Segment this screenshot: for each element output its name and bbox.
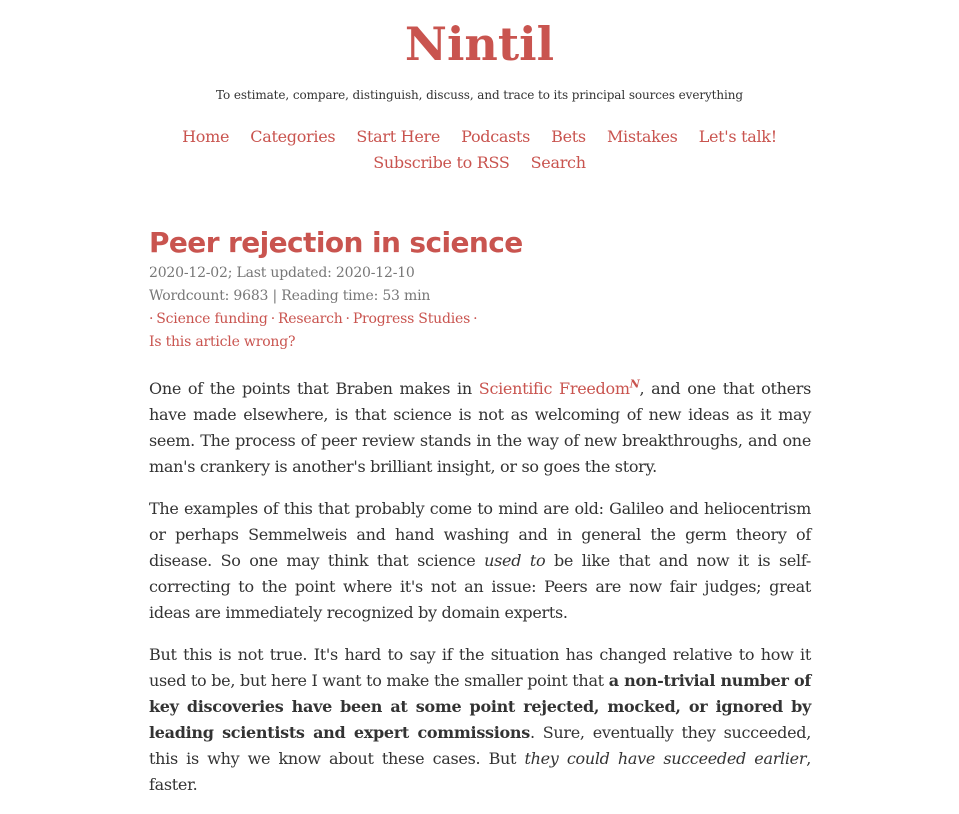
text: . Sure, eventually they succeeded, this is why we know about these cases. But <box>149 723 811 768</box>
post-title: Peer rejection in science <box>149 226 523 259</box>
text: The examples of this that probably come to mind are old: Galileo and heliocentrism or perhaps Semmelweis and hand washing and in general the germ theory of disease. So one may think that science <box>149 499 811 570</box>
nav-bets[interactable]: Bets <box>551 127 586 146</box>
text: be like that and now it is self-correcting to the point where it's not an issue: Peers are now fair judges; great ideas are immediately recognized by domain experts. <box>149 551 812 622</box>
nav-search[interactable]: Search <box>530 153 586 172</box>
paragraph-1 <box>149 376 811 480</box>
site-header <box>0 0 959 176</box>
tag-progress-studies[interactable]: Progress Studies <box>352 311 471 327</box>
tag-separator: · <box>149 311 154 327</box>
post-tags <box>149 308 811 331</box>
nav-mistakes[interactable]: Mistakes <box>606 127 678 146</box>
tag-science-funding[interactable]: Science funding <box>156 311 268 327</box>
strong-text: a non-trivial number of key discoveries have been at some point rejected, mocked, or ignored by leading scientists and expert commissions <box>149 671 811 742</box>
site-tagline: To estimate, compare, distinguish, discuss, and trace to its principal sources everything <box>216 88 743 102</box>
emphasis: used to <box>484 551 546 570</box>
tag-separator: · <box>270 311 275 327</box>
nav-home[interactable]: Home <box>182 127 230 146</box>
text: But this is not true. It's hard to say if the situation has changed relative to how it used to be, but here I want to make the smaller point that <box>149 645 811 690</box>
post-wordcount: Wordcount: 9683 | Reading time: 53 min <box>149 288 431 304</box>
tag-research[interactable]: Research <box>277 311 343 327</box>
nav-lets-talk[interactable]: Let's talk! <box>698 127 777 146</box>
post-meta <box>149 262 811 354</box>
paragraph-3 <box>149 642 811 798</box>
nav-podcasts[interactable]: Podcasts <box>461 127 531 146</box>
nav-subscribe-rss[interactable]: Subscribe to RSS <box>373 153 510 172</box>
article <box>149 224 811 814</box>
main-nav <box>170 124 790 176</box>
text: One of the points that Braben makes in <box>149 379 479 398</box>
notion-icon[interactable]: N <box>629 377 640 391</box>
emphasis: they could have succeeded earlier <box>524 749 807 768</box>
tag-separator: · <box>473 311 478 327</box>
paragraph-2 <box>149 496 811 626</box>
nav-categories[interactable]: Categories <box>250 127 336 146</box>
article-wrong-link[interactable]: Is this article wrong? <box>149 334 296 350</box>
tag-separator: · <box>345 311 350 327</box>
site-title[interactable]: Nintil <box>404 17 555 71</box>
scientific-freedom-link[interactable]: Scientific Freedom <box>478 379 630 398</box>
post-dates: 2020-12-02; Last updated: 2020-12-10 <box>149 265 415 281</box>
article-body <box>149 376 811 798</box>
text: , faster. <box>149 749 811 794</box>
nav-start-here[interactable]: Start Here <box>356 127 441 146</box>
text: , and one that others have made elsewhere, is that science is not as welcoming of new ideas as it may seem. The process of peer review stands in the way of new breakthroughs, and one man's crankery is another's brilliant insight, or so goes the story. <box>149 379 812 476</box>
